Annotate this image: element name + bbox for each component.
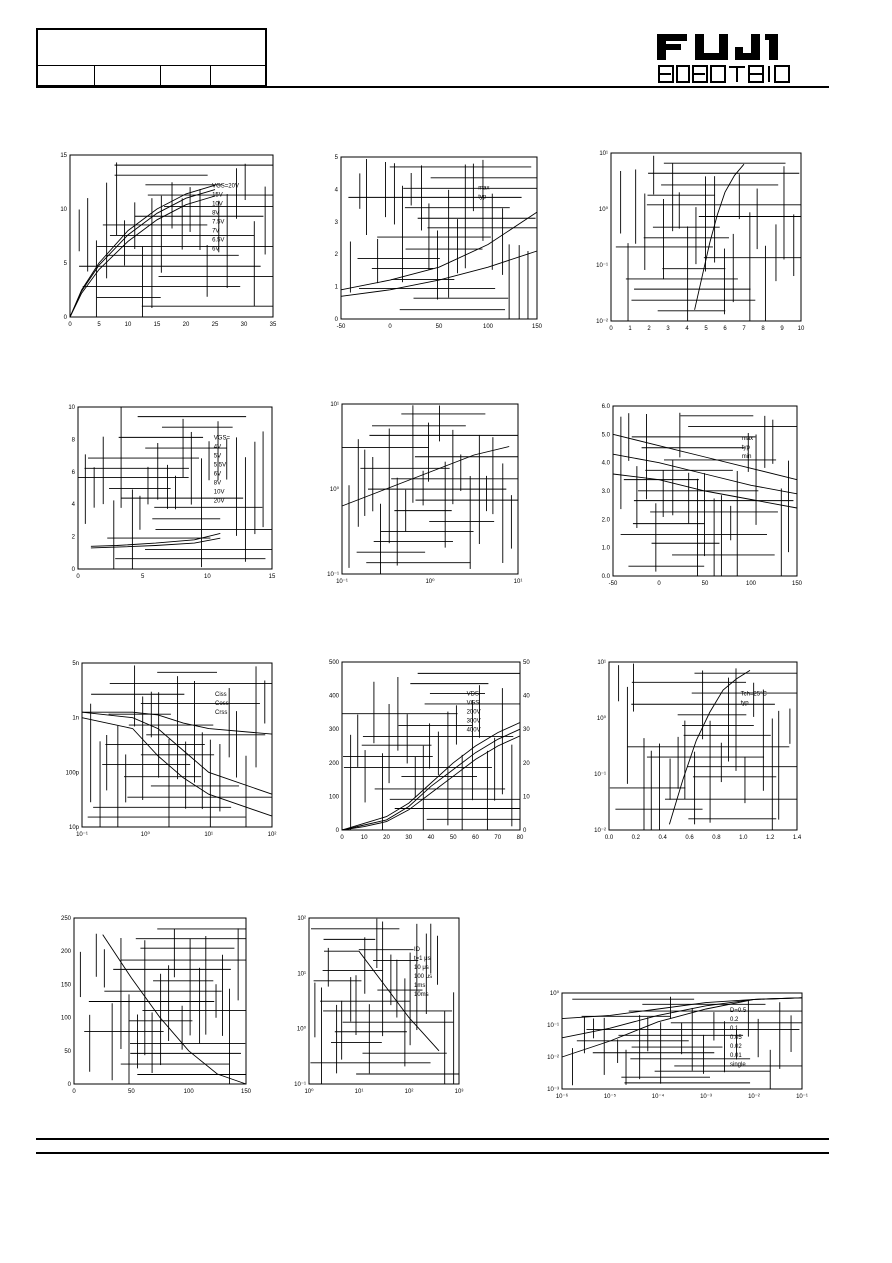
x-tick-label: 10²	[267, 832, 277, 838]
x-tick-label: 30	[405, 835, 413, 841]
y-tick-label: 100	[328, 794, 339, 801]
curve-annotation: 10 μs	[414, 965, 429, 972]
x-tick-label: 60	[472, 835, 479, 841]
curve-annotation: t=1 μs	[414, 956, 431, 963]
y-tick-label: 10⁻²	[596, 319, 608, 325]
y-tick-label: 10⁻²	[594, 828, 606, 834]
y-tick-label: 10²	[297, 916, 306, 922]
series-line	[613, 434, 797, 479]
grid-lines	[348, 159, 537, 319]
y2-tick-label: 20	[523, 760, 530, 767]
x-tick-label: 10³	[454, 1089, 464, 1095]
header-rule	[36, 86, 829, 88]
y-tick-label: 10¹	[599, 151, 608, 157]
y-tick-label: 5	[63, 261, 67, 267]
y-tick-label: 15	[60, 153, 67, 159]
x-tick-label: 0.2	[631, 835, 641, 841]
y-tick-label: 10p	[68, 825, 79, 831]
y-tick-label: 4	[334, 187, 338, 194]
x-tick-label: 50	[701, 581, 709, 587]
y-tick-label: 100p	[65, 770, 79, 777]
y-tick-label: 10⁰	[549, 991, 559, 997]
y-tick-label: 10	[68, 405, 75, 411]
curve-annotation: 0.05	[730, 1035, 742, 1042]
x-tick-label: 20	[182, 322, 190, 328]
y-tick-label: 10⁻¹	[327, 572, 339, 578]
x-tick-label: 5	[140, 574, 145, 580]
grid-lines	[80, 928, 246, 1084]
y-tick-label: 10⁰	[598, 207, 608, 213]
x-tick-label: 10⁻²	[748, 1094, 760, 1100]
x-tick-label: 10⁻⁵	[603, 1094, 617, 1100]
x-tick-label: 1.4	[792, 835, 802, 841]
curve-annotation: VGS=20V	[212, 183, 239, 190]
x-tick-label: 10²	[404, 1089, 414, 1095]
curve-annotation: single	[730, 1062, 746, 1069]
y-tick-label: 10⁻³	[547, 1087, 559, 1093]
series-line	[82, 709, 272, 794]
x-tick-label: 3	[666, 326, 670, 332]
x-tick-label: 0.4	[658, 835, 667, 841]
x-tick-label: 40	[427, 835, 435, 841]
y-tick-label: 1	[334, 284, 338, 291]
x-tick-label: 5	[97, 322, 101, 328]
y-tick-label: 10⁻¹	[547, 1023, 559, 1029]
y-tick-label: 200	[60, 949, 71, 956]
curve-annotation: 8V	[213, 480, 222, 487]
curve-annotation: Ciss	[215, 691, 227, 698]
curve-annotation: 10V	[213, 489, 225, 496]
chart-4	[68, 405, 276, 580]
chart-3	[596, 151, 805, 332]
curve-annotation: Coss	[215, 700, 229, 707]
header-cell-divider	[160, 65, 161, 85]
grid-lines	[610, 664, 797, 830]
footer-rule-top	[36, 1138, 829, 1140]
grid-lines	[79, 162, 273, 317]
chart-1	[60, 153, 277, 328]
plot-frame	[342, 662, 520, 830]
y-tick-label: 4.0	[601, 460, 610, 467]
chart-svg	[68, 405, 276, 580]
curve-annotation: 7.5V	[212, 219, 225, 226]
x-tick-label: 1.0	[739, 835, 748, 841]
x-tick-label: 0	[72, 1089, 76, 1095]
x-tick-label: 10	[797, 326, 805, 332]
x-tick-label: 150	[531, 324, 543, 330]
x-tick-label: 35	[269, 322, 277, 328]
x-tick-label: 10	[203, 574, 211, 580]
curve-annotation: 0.2	[730, 1017, 739, 1024]
y-tick-label: 250	[60, 916, 71, 922]
x-tick-label: 0	[68, 322, 72, 328]
x-tick-label: 10⁻¹	[76, 832, 88, 838]
x-tick-label: 0	[340, 835, 344, 841]
curve-annotation: 5V	[213, 453, 222, 460]
chart-svg	[60, 916, 252, 1095]
y-tick-label: 10	[60, 207, 67, 213]
curve-annotation: min	[741, 454, 752, 460]
plot-frame	[611, 153, 801, 321]
y2-tick-label: 40	[523, 693, 530, 700]
x-tick-label: 10¹	[354, 1089, 364, 1095]
x-tick-label: 80	[516, 835, 524, 841]
x-tick-label: 100	[482, 324, 494, 330]
x-tick-label: 10⁻¹	[796, 1094, 808, 1100]
grid-lines	[88, 665, 272, 827]
chart-10	[60, 916, 252, 1095]
y-tick-label: 8	[71, 437, 75, 444]
curve-annotation: ID	[414, 947, 420, 954]
x-tick-label: 10	[124, 322, 132, 328]
x-tick-label: 50	[449, 835, 457, 841]
curve-annotation: 10V	[212, 201, 223, 208]
series-line	[341, 251, 537, 296]
y-tick-label: 5	[334, 155, 338, 161]
curve-annotation: 10ms	[414, 992, 429, 999]
chart-6	[601, 404, 803, 587]
y-tick-label: 0.0	[601, 574, 610, 580]
x-tick-label: 10⁻³	[700, 1094, 712, 1100]
curve-annotation: 1ms	[414, 983, 426, 990]
y-tick-label: 0	[334, 317, 338, 323]
header-cell-divider	[94, 65, 95, 85]
curve-annotation: 100 μs	[414, 974, 433, 981]
y-tick-label: 10⁰	[296, 1026, 306, 1033]
footer-rule-bottom	[36, 1152, 829, 1154]
x-tick-label: 4	[685, 326, 689, 332]
y-tick-label: 0	[67, 1082, 71, 1088]
curve-annotation: VGS	[466, 700, 480, 707]
y-tick-label: 0	[63, 315, 67, 321]
plot-frame	[74, 918, 246, 1084]
chart-11	[294, 916, 464, 1095]
header-divider	[38, 65, 265, 66]
y-tick-label: 0	[335, 828, 339, 834]
x-tick-label: 15	[153, 322, 161, 328]
y-tick-label: 1.0	[601, 545, 610, 552]
y-tick-label: 1n	[72, 715, 79, 722]
curve-annotation: 300V	[466, 718, 481, 725]
x-tick-label: 70	[494, 835, 502, 841]
grid-lines	[616, 156, 801, 321]
x-tick-label: 7	[742, 326, 746, 332]
curve-annotation: typ	[478, 194, 487, 201]
chart-svg	[327, 402, 523, 585]
curve-annotation: 6.5V	[212, 237, 225, 244]
y-tick-label: 10¹	[330, 402, 339, 408]
x-tick-label: 150	[791, 581, 803, 587]
series-line	[341, 212, 537, 290]
curve-annotation: 0.1	[730, 1026, 739, 1033]
grid-lines	[342, 673, 520, 830]
x-tick-label: 0	[609, 326, 613, 332]
y-tick-label: 10¹	[297, 971, 306, 978]
grid-lines	[572, 997, 802, 1089]
x-tick-label: 50	[127, 1089, 135, 1095]
x-tick-label: 1.2	[765, 835, 775, 841]
chart-svg	[328, 660, 530, 841]
curve-annotation: 0.02	[730, 1044, 742, 1051]
curve-annotation: VGS=	[213, 435, 230, 442]
x-tick-label: 10⁰	[140, 832, 150, 838]
curve-annotation: 15V	[212, 192, 223, 199]
chart-9	[594, 660, 802, 841]
curve-annotation: max	[741, 436, 754, 442]
x-tick-label: -50	[336, 324, 346, 330]
curve-annotation: Crss	[215, 709, 228, 716]
logo-fuji	[657, 34, 778, 60]
y-tick-label: 6.0	[601, 404, 610, 410]
y-tick-label: 400	[328, 693, 339, 700]
chart-svg	[596, 151, 805, 332]
y-tick-label: 50	[64, 1048, 71, 1055]
y-tick-label: 5.0	[601, 432, 610, 439]
fuji-electric-logo	[655, 30, 830, 86]
y-tick-label: 10⁰	[329, 487, 339, 493]
y-tick-label: 6	[71, 469, 75, 476]
series-line	[342, 447, 509, 507]
y-tick-label: 10⁰	[596, 716, 606, 722]
x-tick-label: 100	[183, 1089, 194, 1095]
x-tick-label: 0	[76, 574, 80, 580]
curve-annotation: 4V	[213, 444, 222, 451]
y-tick-label: 10⁻¹	[594, 772, 606, 778]
x-tick-label: 6	[723, 326, 727, 332]
x-tick-label: 8	[761, 326, 765, 332]
chart-5	[327, 402, 523, 585]
y-tick-label: 100	[60, 1015, 71, 1022]
chart-12	[547, 991, 808, 1100]
y2-tick-label: 10	[523, 794, 530, 801]
y-tick-label: 2.0	[601, 517, 610, 524]
chart-7	[65, 661, 277, 838]
curve-annotation: 8V	[212, 210, 220, 217]
chart-svg	[60, 153, 277, 328]
x-tick-label: 20	[383, 835, 390, 841]
plot-frame	[70, 155, 273, 317]
curve-annotation: typ	[740, 700, 749, 707]
y-tick-label: 10⁻¹	[596, 263, 608, 269]
series-line	[82, 718, 272, 816]
y-tick-label: 10¹	[597, 660, 606, 666]
grid-lines	[342, 405, 518, 574]
x-tick-label: 0	[657, 581, 661, 587]
curve-annotation: typ	[741, 445, 750, 451]
y-tick-label: 10⁻¹	[294, 1082, 306, 1088]
x-tick-label: 9	[780, 326, 784, 332]
chart-8	[328, 660, 530, 841]
curve-annotation: 7V	[212, 228, 220, 235]
x-tick-label: 2	[647, 326, 651, 332]
curve-annotation: 0.01	[730, 1053, 742, 1060]
series-line	[342, 729, 520, 830]
curve-annotation: 200V	[466, 709, 481, 716]
curve-annotation: 6V	[212, 246, 220, 253]
chart-svg	[294, 916, 464, 1095]
curve-annotation: 20V	[213, 498, 225, 505]
x-tick-label: 0.6	[685, 835, 694, 841]
y-tick-label: 5n	[72, 661, 79, 667]
y-tick-label: 2	[71, 534, 75, 541]
y-tick-label: 10⁻²	[547, 1055, 559, 1061]
x-tick-label: 10⁰	[425, 579, 435, 585]
x-tick-label: 10¹	[513, 579, 523, 585]
chart-svg	[334, 155, 543, 330]
x-tick-label: 50	[435, 324, 443, 330]
curve-annotation: D=0.5	[730, 1008, 747, 1015]
x-tick-label: 25	[211, 322, 219, 328]
chart-svg	[65, 661, 277, 838]
x-tick-label: 0	[388, 324, 392, 330]
y2-tick-label: 50	[523, 660, 530, 666]
chart-svg	[594, 660, 802, 841]
x-tick-label: 100	[745, 581, 757, 587]
y2-tick-label: 0	[523, 828, 527, 834]
header-title-block	[36, 28, 267, 87]
y2-tick-label: 30	[523, 727, 530, 734]
x-tick-label: 5	[704, 326, 708, 332]
y-tick-label: 300	[328, 727, 339, 734]
y-tick-label: 2	[334, 252, 338, 259]
x-tick-label: 1	[628, 326, 632, 332]
x-tick-label: 10⁻¹	[336, 579, 348, 585]
header-cell-divider	[210, 65, 211, 85]
chart-2	[334, 155, 543, 330]
curve-annotation: 400V	[466, 727, 481, 734]
logo-electric	[659, 66, 789, 82]
curve-annotation: 5.5V	[213, 462, 227, 469]
series-line	[91, 533, 220, 546]
x-tick-label: 10⁻⁴	[651, 1094, 665, 1100]
y-tick-label: 4	[71, 502, 75, 509]
curve-annotation: max	[478, 185, 490, 192]
y-tick-label: 150	[60, 982, 71, 989]
x-tick-label: 10	[360, 835, 368, 841]
y-tick-label: 3	[334, 219, 338, 226]
curve-annotation: VDS	[466, 691, 479, 698]
x-tick-label: 15	[268, 574, 276, 580]
x-tick-label: 150	[240, 1089, 252, 1095]
curve-annotation: Tch=25°C	[740, 691, 767, 698]
chart-svg	[547, 991, 808, 1100]
chart-svg	[601, 404, 803, 587]
curve-annotation: 6V	[213, 471, 222, 478]
x-tick-label: 10¹	[204, 832, 214, 838]
y-tick-label: 500	[328, 660, 339, 666]
x-tick-label: 10⁰	[304, 1089, 314, 1095]
x-tick-label: 30	[240, 322, 248, 328]
series-line	[695, 164, 744, 310]
y-tick-label: 0	[71, 567, 75, 573]
plot-frame	[341, 157, 537, 319]
x-tick-label: -50	[608, 581, 618, 587]
y-tick-label: 200	[328, 760, 339, 767]
x-tick-label: 0.0	[604, 835, 614, 841]
x-tick-label: 10⁻⁶	[555, 1094, 569, 1100]
x-tick-label: 0.8	[712, 835, 721, 841]
y-tick-label: 3.0	[601, 489, 610, 495]
grid-lines	[310, 919, 459, 1084]
grid-lines	[621, 413, 797, 576]
